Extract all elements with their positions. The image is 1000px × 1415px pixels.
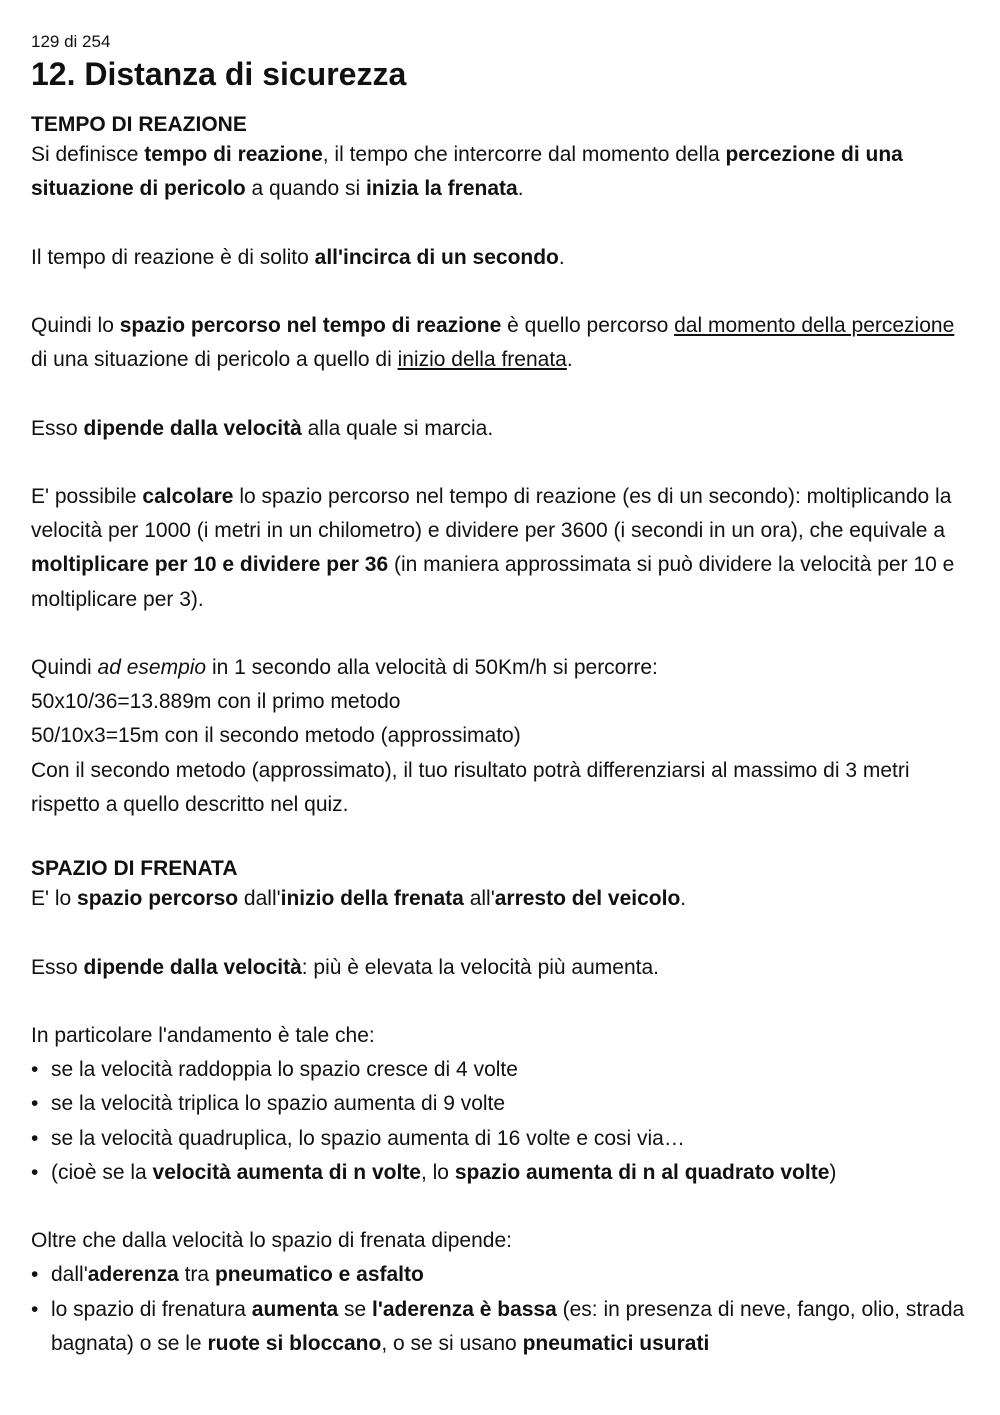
page-title: 12. Distanza di sicurezza [31,56,407,92]
text: di una situazione di pericolo a quello di [31,348,398,372]
text: tra [178,1263,215,1287]
text: , o se si usano [381,1331,523,1355]
bold-text: spazio aumenta di n al quadrato volte [454,1160,830,1184]
section-heading: TEMPO DI REAZIONE [31,113,247,136]
text: dall' [238,887,281,911]
text: ) [829,1160,837,1184]
text: (in maniera approssimata si può dividere la velocità per 10 e moltiplicare per 3). [31,553,955,611]
bold-text: inizio della frenata [280,887,464,911]
text: . [680,887,687,911]
bold-text: aderenza [87,1263,179,1287]
bold-text: aumenta [251,1297,339,1321]
section-tempo-di-reazione [31,112,976,822]
page-counter: 129 di 254 [31,32,111,51]
paragraph-example [31,651,976,822]
bold-text: spazio percorso nel tempo di reazione [119,313,502,337]
list-item: • se la velocità quadruplica, lo spazio aumenta di 16 volte e cosi via… [31,1122,976,1156]
paragraph-reaction-time [31,241,976,275]
text: Esso [31,416,84,440]
list-item [31,1258,976,1292]
bold-text: velocità aumenta di n volte [152,1160,421,1184]
section-spazio-di-frenata [31,856,976,1361]
bold-text: all'incirca di un secondo [314,245,559,269]
text: E' possibile [31,484,143,508]
text: E' lo [31,887,78,911]
bold-text: dipende dalla velocità [83,955,302,979]
text: lo spazio di frenatura [51,1297,252,1321]
text: , il tempo che intercorre dal momento della [322,143,726,166]
bold-text: tempo di reazione [144,143,323,166]
text: dall' [51,1263,88,1287]
bold-text: inizia la frenata [365,177,518,201]
bold-text: pneumatico e asfalto [214,1263,424,1287]
bold-text: l'aderenza è bassa [372,1297,557,1321]
text: è quello percorso [501,313,675,337]
example-line: 50/10x3=15m con il secondo metodo (approssimato) [31,724,521,748]
text: (cioè se la [51,1160,153,1184]
text: . [558,245,565,269]
bold-text: dipende dalla velocità [83,416,302,440]
text: . [517,177,524,201]
text: (es: in presenza di neve, fango, olio, strada bagnata) o se le [51,1297,965,1355]
paragraph-factors-intro: Oltre che dalla velocità lo spazio di frenata dipende: [31,1229,512,1253]
paragraph-definition [31,138,976,206]
bold-text: moltiplicare per 10 e dividere per 36 [31,553,389,577]
text: Si definisce [31,143,145,166]
text: in 1 secondo alla velocità di 50Km/h si percorre: [206,655,658,679]
bold-text: calcolare [142,484,234,508]
list-item [31,1293,976,1361]
bold-text: spazio percorso [77,887,239,911]
paragraph-braking-definition [31,882,976,916]
list-item: • se la velocità triplica lo spazio aumenta di 9 volte [31,1087,976,1121]
paragraph-braking-speed [31,951,976,985]
paragraph-speed-dependency [31,412,976,446]
list-item [31,1156,976,1190]
text: alla quale si marcia. [301,416,494,440]
text: : più è elevata la velocità più aumenta. [301,955,659,979]
example-line [31,651,976,685]
text: Quindi [31,655,98,679]
text: , lo [420,1160,455,1184]
text: Quindi lo [31,313,120,337]
paragraph-calculation [31,480,976,617]
paragraph-trend-intro: In particolare l'andamento è tale che: [31,1023,375,1047]
bold-text: arresto del veicolo [494,887,681,911]
underlined-text: inizio della frenata [397,348,567,372]
text: all' [463,887,495,911]
bold-text: percezione di una situazione di pericolo [31,143,903,201]
trend-list [31,1053,976,1190]
list-item: • se la velocità raddoppia lo spazio cresce di 4 volte [31,1053,976,1087]
example-line: 50x10/36=13.889m con il primo metodo [31,690,401,714]
bold-text: pneumatici usurati [522,1331,710,1355]
section-heading: SPAZIO DI FRENATA [31,857,238,881]
text: a quando si [245,177,366,201]
text: se [338,1297,373,1321]
document-page [31,30,976,1395]
bold-text: ruote si bloccano [207,1331,382,1355]
paragraph-space-reaction [31,309,976,377]
factors-list [31,1258,976,1361]
italic-text: ad esempio [97,655,207,679]
text: lo spazio percorso nel tempo di reazione (es di un secondo): moltiplicando la velocità per 1000 (i metri in un chilometro) e dividere per 3600 (i secondi in un ora), che equivale a [31,484,952,543]
underlined-text: dal momento della percezione [674,313,955,337]
text: Esso [31,955,84,979]
text: . [566,348,573,372]
example-line: Con il secondo metodo (approssimato), il tuo risultato potrà differenziarsi al massimo di 3 metri rispetto a quello descritto nel quiz. [31,758,910,816]
text: Il tempo di reazione è di solito [31,245,315,269]
